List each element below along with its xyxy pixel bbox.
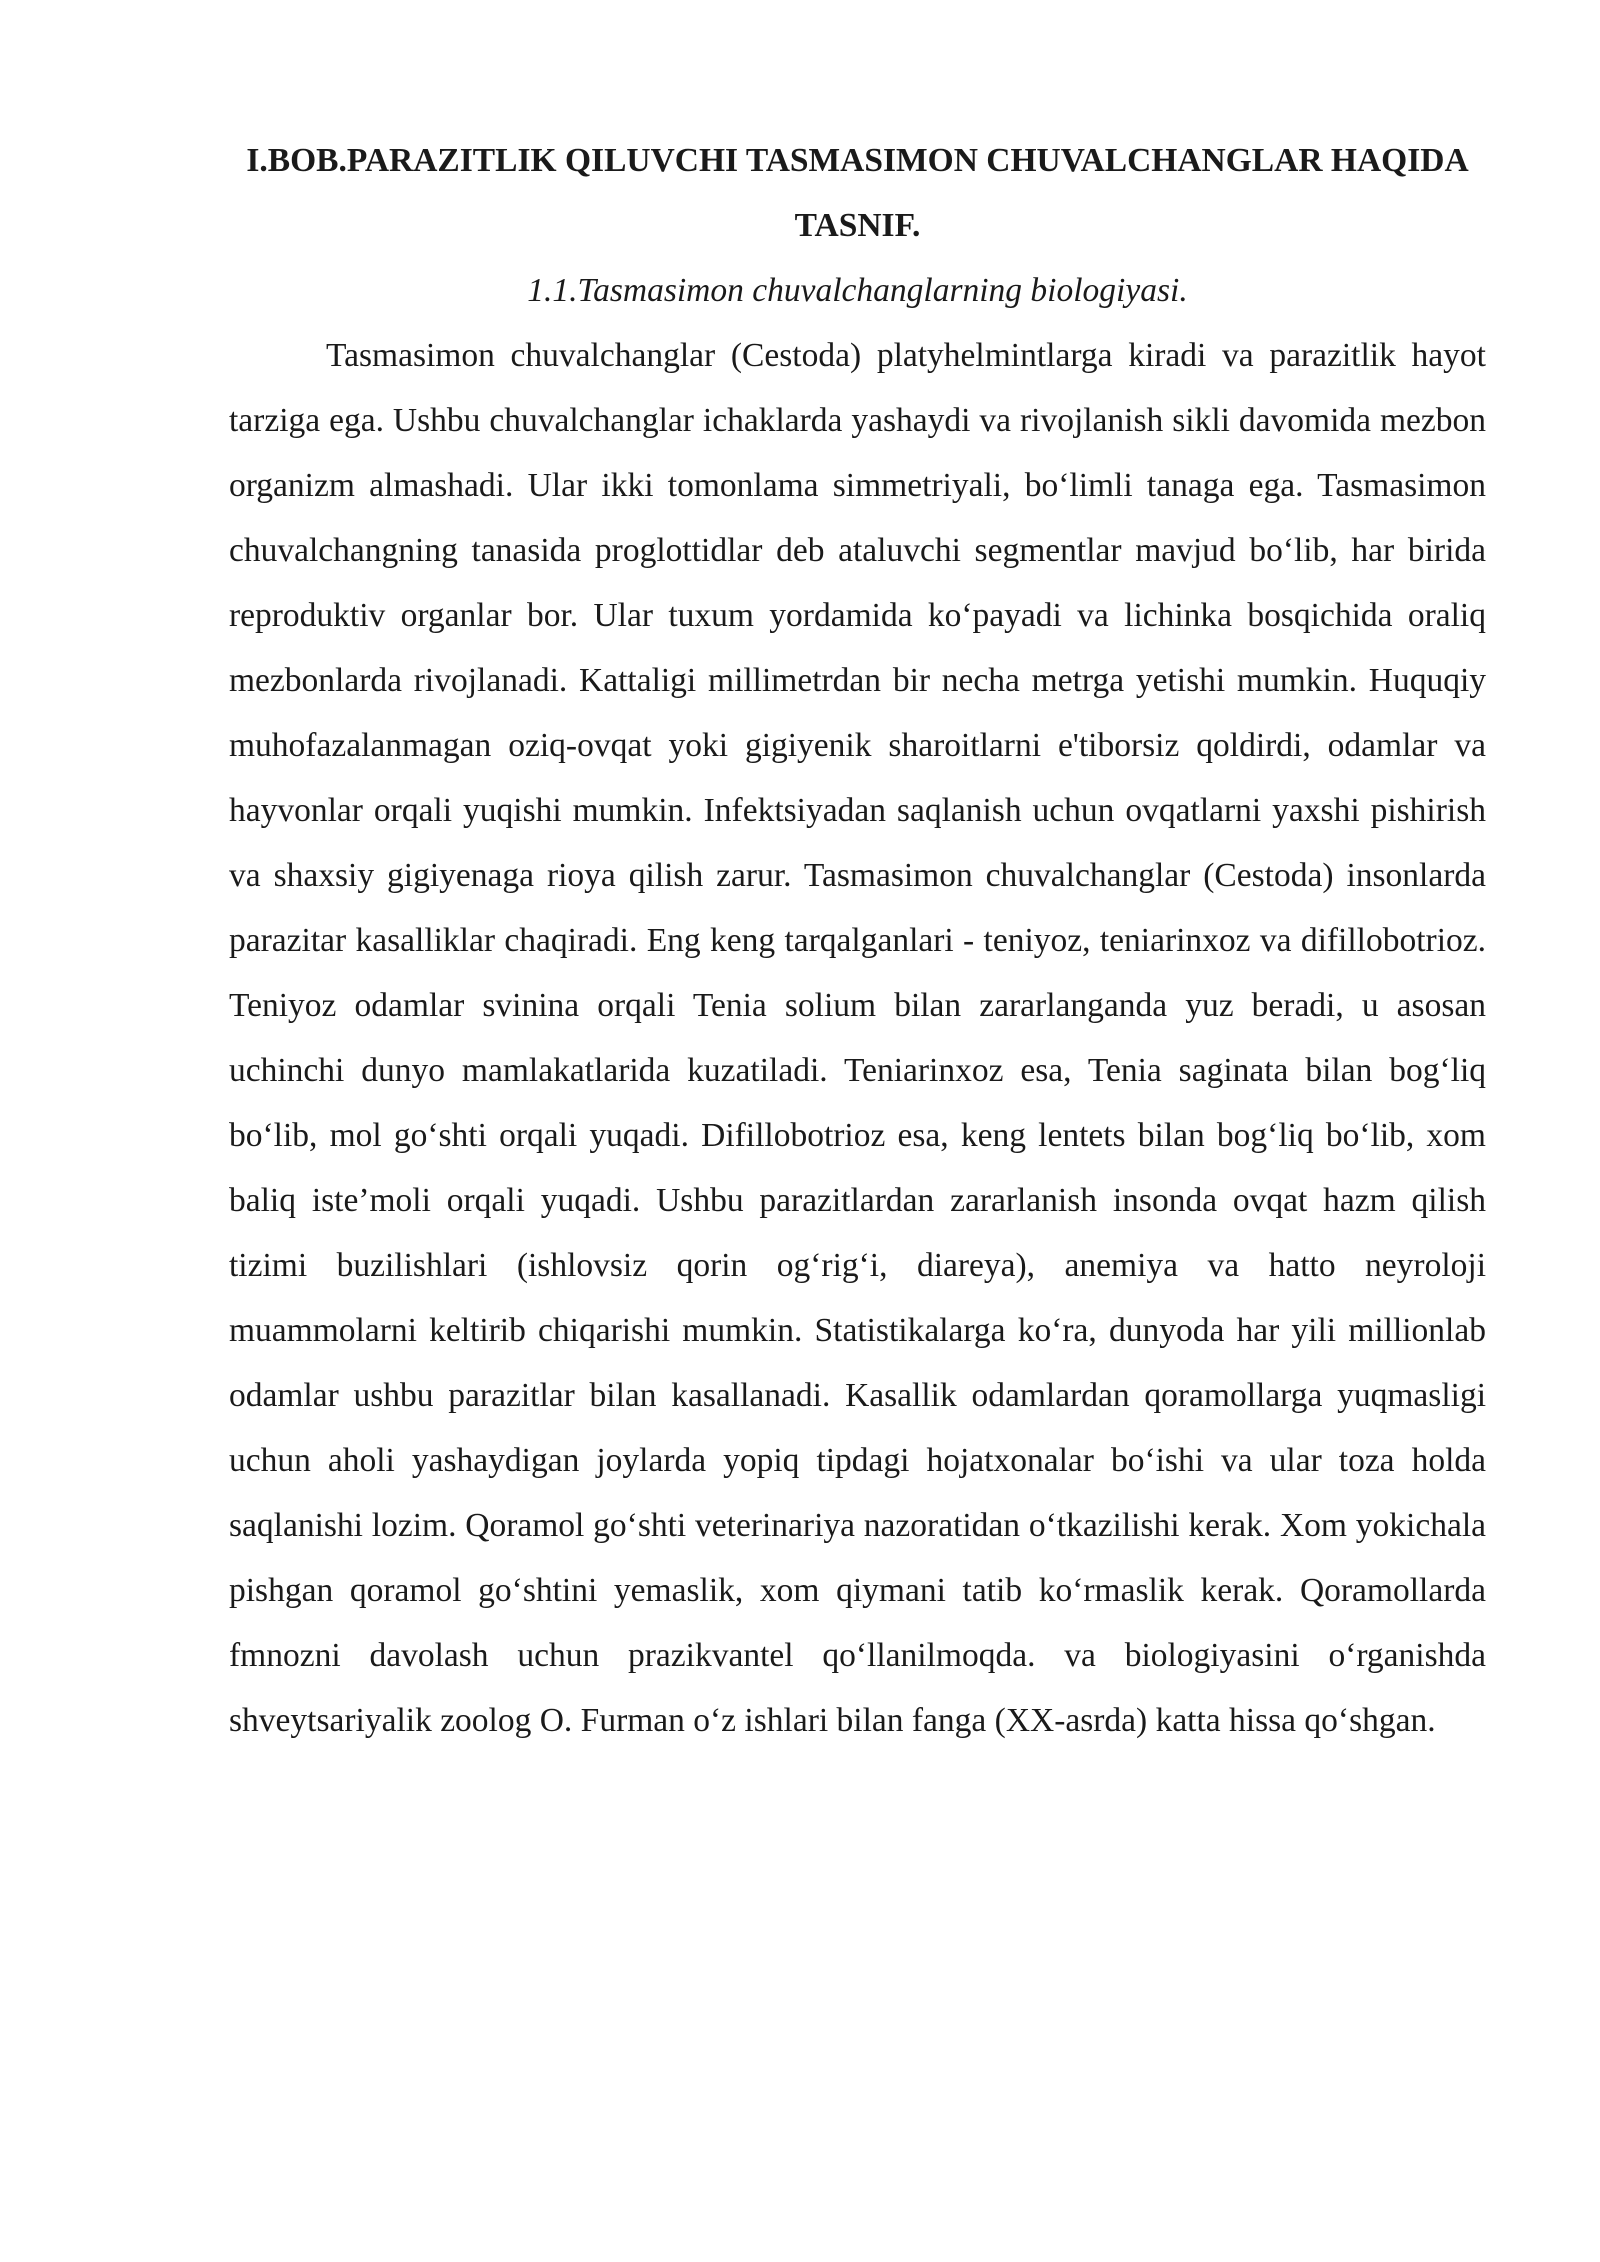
chapter-title: I.BOB.PARAZITLIK QILUVCHI TASMASIMON CHUVALCHANGLAR HAQIDA TASNIF. <box>246 142 1469 244</box>
document-page <box>229 128 1486 1753</box>
body-paragraph: Tasmasimon chuvalchanglar (Cestoda) platyhelmintlarga kiradi va parazitlik hayot tarziga ega. Ushbu chuvalchanglar ichaklarda yashaydi va rivojlanish sikli davomida mezbon organizm almashadi. Ular ikki tomonlama simmetriyali, bo‘limli tanaga ega. Tasmasimon chuvalchangning tanasida proglottidlar deb ataluvchi segmentlar mavjud bo‘lib, har birida reproduktiv organlar bor. Ular tuxum yordamida ko‘payadi va lichinka bosqichida oraliq mezbonlarda rivojlanadi. Kattaligi millimetrdan bir necha metrga yetishi mumkin. Huquqiy muhofazalanmagan oziq-ovqat yoki gigiyenik sharoitlarni e'tiborsiz qoldirdi, odamlar va hayvonlar orqali yuqishi mumkin. Infektsiyadan saqlanish uchun ovqatlarni yaxshi pishirish va shaxsiy gigiyenaga rioya qilish zarur. Tasmasimon chuvalchanglar (Cestoda) insonlarda parazitar kasalliklar chaqiradi. Eng keng tarqalganlari - teniyoz, teniarinxoz va difillobotrioz. Teniyoz odamlar svinina orqali Tenia solium bilan zararlanganda yuz beradi, u asosan uchinchi dunyo mamlakatlarida kuzatiladi. Teniarinxoz esa, Tenia saginata bilan bog‘liq bo‘lib, mol go‘shti orqali yuqadi. Difillobotrioz esa, keng lentets bilan bog‘liq bo‘lib, xom baliq iste’moli orqali yuqadi. Ushbu parazitlardan zararlanish insonda ovqat hazm qilish tizimi buzilishlari (ishlovsiz qorin og‘rig‘i, diareya), anemiya va hatto neyroloji muammolarni keltirib chiqarishi mumkin. Statistikalarga ko‘ra, dunyoda har yili millionlab odamlar ushbu parazitlar bilan kasallanadi. Kasallik odamlardan qoramollarga yuqmasligi uchun aholi yashaydigan joylarda yopiq tipdagi hojatxonalar bo‘ishi va ular toza holda saqlanishi lozim. Qoramol go‘shti veterinariya nazoratidan o‘tkazilishi kerak. Xom yokichala pishgan qoramol go‘shtini yemaslik, xom qiymani tatib ko‘rmaslik kerak. Qoramollarda fmnozni davolash uchun prazikvantel qo‘llanilmoqda. va biologiyasini o‘rganishda shveytsariyalik zoolog O. Furman o‘z ishlari bilan fanga (XX-asrda) katta hissa qo‘shgan. <box>229 337 1486 1739</box>
section-title: 1.1.Tasmasimon chuvalchanglarning biologiyasi. <box>527 272 1188 309</box>
